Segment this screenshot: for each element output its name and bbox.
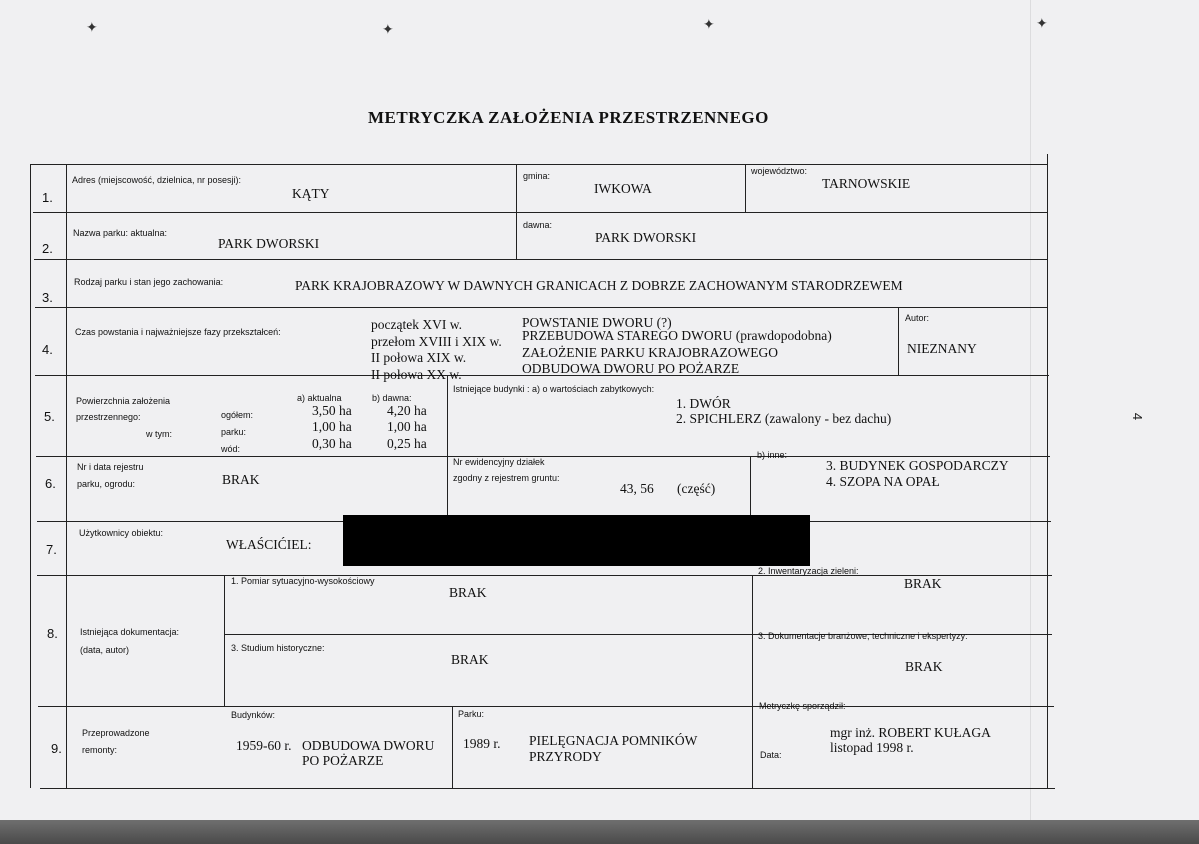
author-value: NIEZNANY [907, 341, 977, 356]
area-former-value: 0,25 ha [387, 436, 427, 451]
area-label: Powierzchnia założenia [76, 396, 171, 406]
other-building: 4. SZOPA NA OPAŁ [826, 474, 940, 489]
buildings-repair-text: ODBUDOWA DWORU [302, 738, 435, 753]
area-label: przestrzennego: [76, 412, 141, 422]
register-value: BRAK [222, 472, 260, 487]
column-divider [224, 575, 225, 706]
area-current-value: 3,50 ha [312, 403, 352, 418]
fold-line [1030, 0, 1031, 820]
park-repair-text: PRZYRODY [529, 749, 602, 764]
redaction-bar [343, 515, 810, 566]
buildings-repairs-label: Budynków: [231, 710, 276, 720]
punch-hole-icon: ✦ [382, 22, 394, 38]
park-type-value: PARK KRAJOBRAZOWY W DAWNYCH GRANICACH Z DOBRZE ZACHOWANYM STARODRZEWEM [295, 278, 903, 293]
table-border-bottom [40, 788, 1055, 789]
historic-building: 1. DWÓR [676, 396, 731, 411]
repairs-label: Przeprowadzone [82, 728, 150, 738]
park-name-current-label: Nazwa parku: aktualna: [73, 228, 168, 238]
park-type-label: Rodzaj parku i stan jego zachowania: [74, 277, 224, 287]
area-former-value: 4,20 ha [387, 403, 427, 418]
historic-building: 2. SPICHLERZ (zawalony - bez dachu) [676, 411, 892, 426]
gmina-value: IWKOWA [594, 181, 652, 196]
column-divider [447, 375, 448, 521]
row-divider [35, 307, 1048, 308]
area-col-current: a) aktualna [297, 393, 342, 403]
area-label: w tym: [146, 429, 172, 439]
parcel-label: zgodny z rejestrem gruntu: [453, 473, 560, 483]
column-divider [752, 575, 753, 706]
table-border-top [30, 164, 1047, 165]
other-building: 3. BUDYNEK GOSPODARCZY [826, 458, 1009, 473]
punch-hole-icon: ✦ [1036, 16, 1048, 32]
phases-label: Czas powstania i najważniejsze fazy przekształceń: [75, 327, 281, 337]
history-study-label: 3. Studium historyczne: [231, 643, 325, 653]
park-repair-year: 1989 r. [463, 736, 501, 751]
buildings-repair-year: 1959-60 r. [236, 738, 292, 753]
phase-what: ZAŁOŻENIE PARKU KRAJOBRAZOWEGO [522, 345, 778, 360]
phase-what: POWSTANIE DWORU (?) [522, 315, 672, 330]
register-label: parku, ogrodu: [77, 479, 136, 489]
column-divider [750, 456, 751, 521]
phase-what: ODBUDOWA DWORU PO POŻARZE [522, 361, 740, 376]
park-repairs-label: Parku: [458, 709, 485, 719]
column-divider [745, 164, 746, 212]
row-number: 7. [46, 542, 57, 557]
row-divider [38, 706, 1054, 707]
row-divider [33, 212, 1048, 213]
date-label: Data: [760, 750, 782, 760]
repairs-label: remonty: [82, 745, 118, 755]
column-divider [452, 706, 453, 788]
voivodeship-label: województwo: [751, 166, 808, 176]
row-number: 6. [45, 476, 56, 491]
park-name-former-value: PARK DWORSKI [595, 230, 697, 245]
park-name-current-value: PARK DWORSKI [218, 236, 320, 251]
area-former-value: 1,00 ha [387, 419, 427, 434]
expertise-label: 3. Dokumentacje branżowe, techniczne i ekspertyzy: [758, 631, 968, 641]
parcel-note: (część) [677, 481, 716, 496]
users-value: WŁAŚCIĆIEL: [226, 537, 312, 552]
parcel-label: Nr ewidencyjny działek [453, 457, 545, 467]
row-number: 1. [42, 190, 53, 205]
address-label: Adres (miejscowość, dzielnica, nr posesji): [72, 175, 242, 185]
row-number: 8. [47, 626, 58, 641]
number-column-divider [66, 164, 67, 788]
row-number: 9. [51, 741, 62, 756]
gmina-label: gmina: [523, 171, 551, 181]
area-current-value: 0,30 ha [312, 436, 352, 451]
survey-value: BRAK [449, 585, 487, 600]
address-value: KĄTY [292, 186, 330, 201]
scan-background-strip [0, 820, 1199, 844]
area-row-label: wód: [221, 444, 241, 454]
expertise-value: BRAK [905, 659, 943, 674]
park-repair-text: PIELĘGNACJA POMNIKÓW [529, 733, 698, 748]
page-title: METRYCZKA ZAŁOŻENIA PRZESTRZENNEGO [368, 108, 769, 127]
phase-when: II połowa XX w. [371, 367, 462, 382]
punch-hole-icon: ✦ [703, 17, 715, 33]
voivodeship-value: TARNOWSKIE [822, 176, 911, 191]
area-col-former: b) dawna: [372, 393, 412, 403]
phase-what: PRZEBUDOWA STAREGO DWORU (prawdopodobna) [522, 328, 832, 343]
row-number: 5. [44, 409, 55, 424]
area-row-label: parku: [221, 427, 247, 437]
park-name-former-label: dawna: [523, 220, 553, 230]
buildings-repair-text: PO POŻARZE [302, 753, 384, 768]
area-current-value: 1,00 ha [312, 419, 352, 434]
row-number: 4. [42, 342, 53, 357]
prepared-by-label: Metryczkę sporządził: [759, 701, 846, 711]
historic-buildings-label: Istniejące budynki : a) o wartościach zabytkowych: [453, 384, 655, 394]
phase-when: II połowa XIX w. [371, 350, 467, 365]
row-divider [34, 259, 1048, 260]
punch-hole-icon: ✦ [86, 20, 98, 36]
page-side-mark: 4 [1130, 412, 1146, 421]
documentation-label: (data, autor) [80, 645, 130, 655]
row-number: 2. [42, 241, 53, 256]
table-border-right [1047, 154, 1048, 788]
greenery-value: BRAK [904, 576, 942, 591]
prepared-by-value: mgr inż. ROBERT KUŁAGA [830, 725, 991, 740]
users-label: Użytkownicy obiektu: [79, 528, 164, 538]
other-buildings-label: b) inne: [757, 450, 788, 460]
author-label: Autor: [905, 313, 930, 323]
phase-when: początek XVI w. [371, 317, 462, 332]
history-study-value: BRAK [451, 652, 489, 667]
row-divider [37, 575, 1052, 576]
parcel-value: 43, 56 [620, 481, 654, 496]
register-label: Nr i data rejestru [77, 462, 144, 472]
table-border-left [30, 164, 31, 788]
column-divider [516, 164, 517, 260]
greenery-label: 2. Inwentaryzacja zieleni: [758, 566, 859, 576]
row-number: 3. [42, 290, 53, 305]
documentation-label: Istniejąca dokumentacja: [80, 627, 180, 637]
column-divider [898, 307, 899, 375]
column-divider [752, 706, 753, 788]
phase-when: przełom XVIII i XIX w. [371, 334, 502, 349]
date-value: listopad 1998 r. [830, 740, 914, 755]
survey-label: 1. Pomiar sytuacyjno-wysokościowy [231, 576, 375, 586]
area-row-label: ogółem: [221, 410, 254, 420]
